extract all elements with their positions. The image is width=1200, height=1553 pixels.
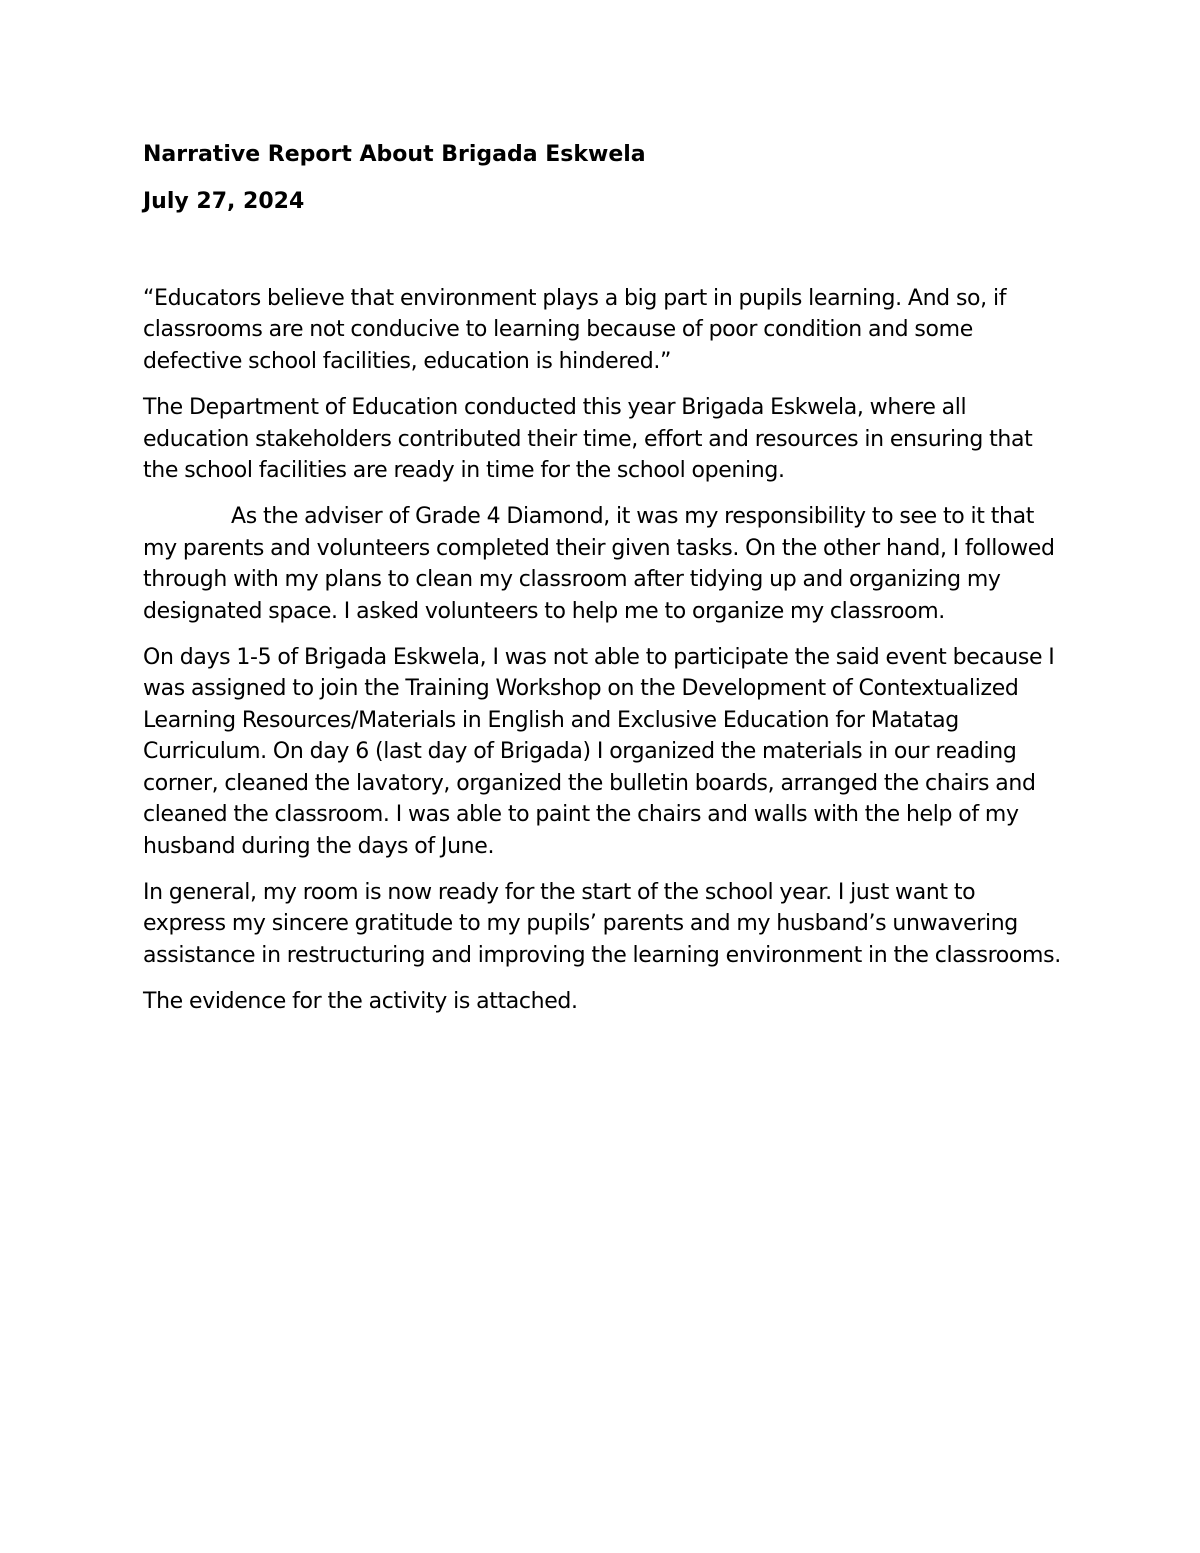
- paragraph-evidence: The evidence for the activity is attached.: [143, 989, 578, 1015]
- paragraph-days: On days 1-5 of Brigada Eskwela, I was not able to participate the said event because I was assigned to join the Training Workshop on the Development of Contextualized Learning Resources/Materials in English and Exclusive Education for Matatag Curriculum. On day 6 (last day of Brigada) I organized the materials in our reading corner, cleaned the lavatory, organized the bulletin boards, arranged the chairs and cleaned the classroom. I was able to paint the chairs and walls with the help of my husband during the days of June.: [143, 645, 1055, 859]
- paragraph-general: In general, my room is now ready for the start of the school year. I just want to express my sincere gratitude to my pupils’ parents and my husband’s unwavering assistance in restructuring and improving the learning environment in the classrooms.: [143, 879, 1061, 968]
- document-body: [143, 136, 1063, 1033]
- paragraph-adviser: As the adviser of Grade 4 Diamond, it was my responsibility to see to it that my parents and volunteers completed their given tasks. On the other hand, I followed through with my plans to clean my classroom after tidying up and organizing my designated space. I asked volunteers to help me to organize my classroom.: [143, 504, 1055, 624]
- document-title: Narrative Report About Brigada Eskwela: [143, 142, 646, 167]
- paragraph-quote: “Educators believe that environment plays a big part in pupils learning. And so, if classrooms are not conducive to learning because of poor condition and some defective school facilities, education is hindered.”: [143, 286, 1007, 374]
- document-date: July 27, 2024: [143, 189, 305, 214]
- paragraph-deped: The Department of Education conducted this year Brigada Eskwela, where all education stakeholders contributed their time, effort and resources in ensuring that the school facilities are ready in time for the school opening.: [143, 395, 1033, 484]
